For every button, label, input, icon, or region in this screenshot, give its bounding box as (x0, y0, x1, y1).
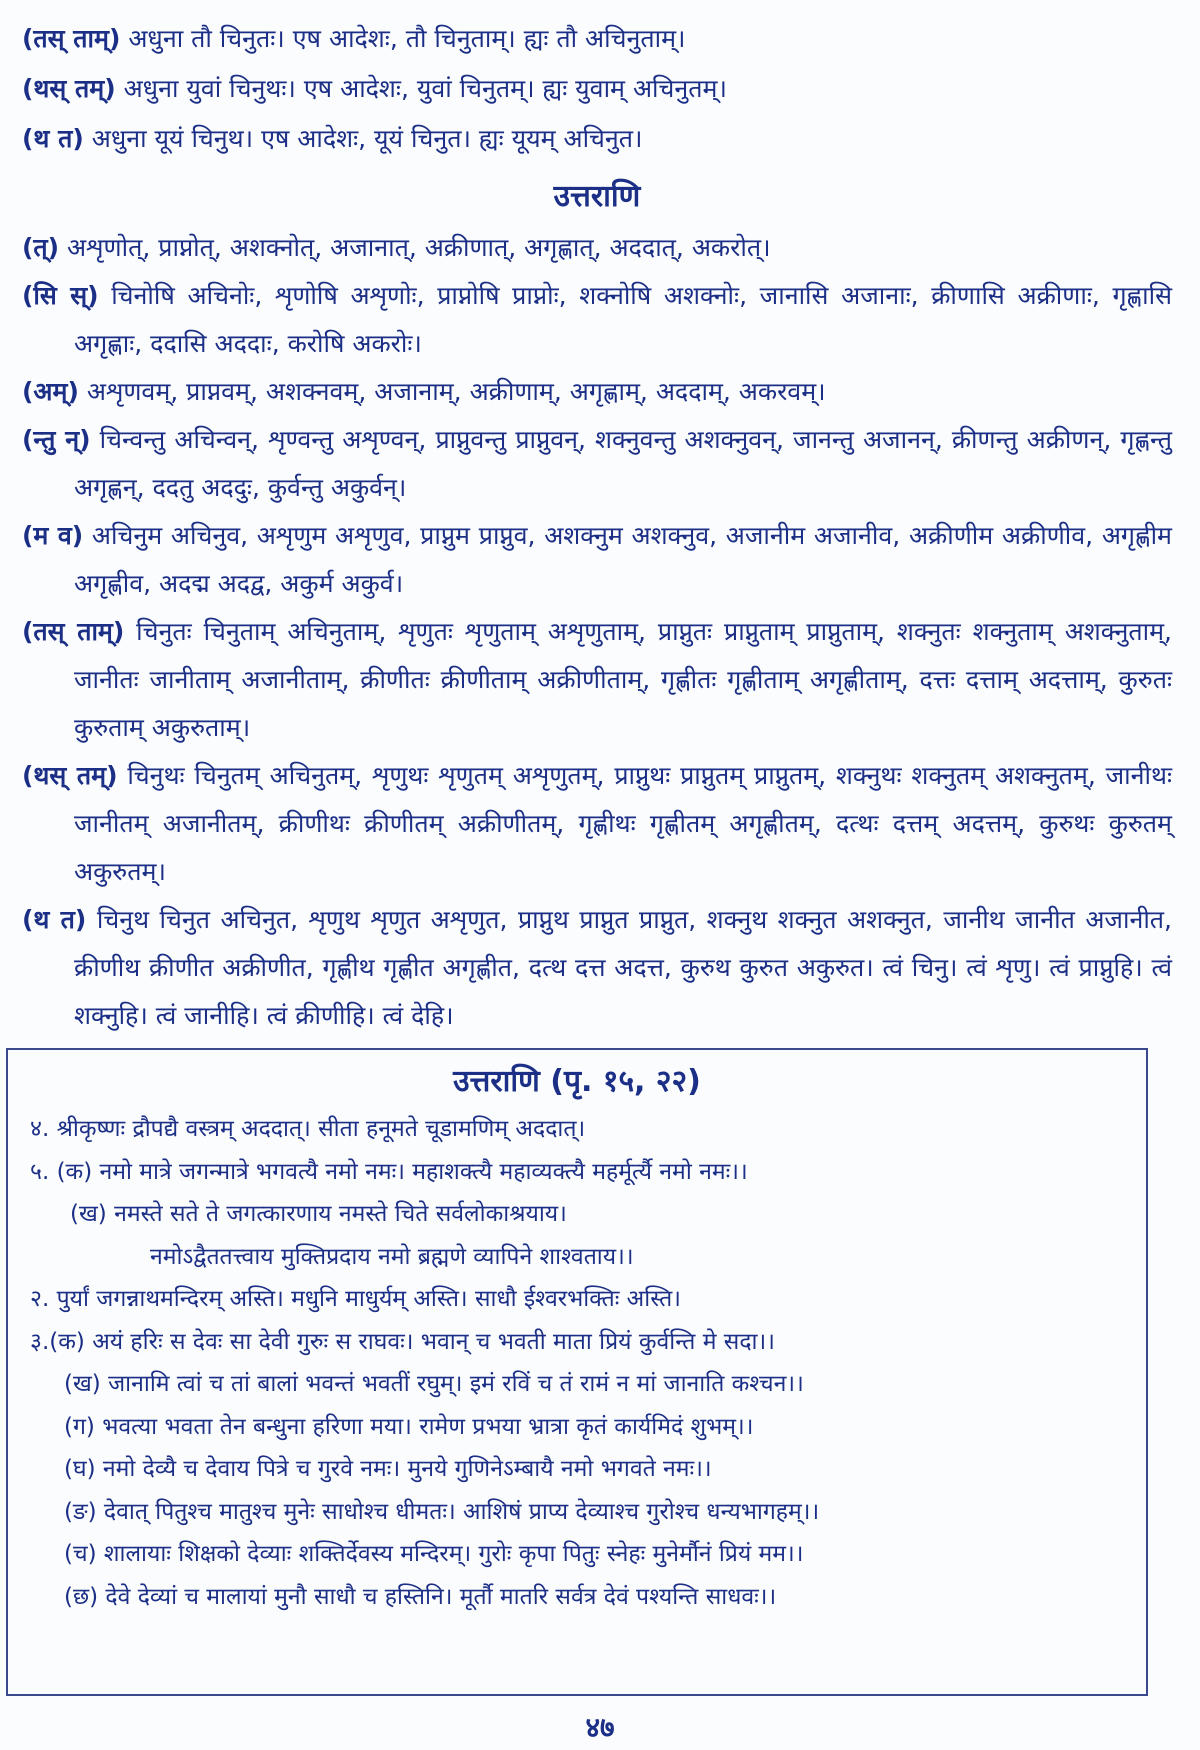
box-line: ३.(क) अयं हरिः स देवः सा देवी गुरुः स राघवः। भवान् च भवती माता प्रियं कुर्वन्ति मे सदा।। (30, 1328, 775, 1355)
intro-text: अधुना यूयं चिनुथ। एष आदेशः, यूयं चिनुत। ह्यः यूयम् अचिनुत। (83, 124, 643, 153)
page-number: ४७ (585, 1711, 615, 1744)
box-line: (छ) देवे देव्यां च मालायां मुनौ साधौ च हस्तिनि। मूर्तौ मातरि सर्वत्र देवं पश्यन्ति साधवः।। (64, 1583, 777, 1610)
box-line: (ङ) देवात् पितुश्च मातुश्च मुनेः साधोश्च धीमतः। आशिषं प्राप्य देव्याश्च गुरोश्च धन्यभागहम्।। (64, 1498, 820, 1525)
answer-text: चिन्वन्तु अचिन्वन्, शृण्वन्तु अशृण्वन्, प्राप्नुवन्तु प्राप्नुवन्, शक्नुवन्तु अशक्नुवन्, जानन्तु अजानन्, क्रीणन्तु अक्रीणन्, गृह्णन्तु अगृह्णन्, ददतु अददुः, कुर्वन्तु अकुर्वन्। (74, 425, 1172, 502)
answer-tag: (सि स्) (22, 281, 99, 310)
answer-item (22, 224, 1172, 272)
answer-tag: (न्तु न्) (22, 425, 91, 454)
box-title: उत्तराणि (पृ. १५, २२) (453, 1064, 701, 1099)
answer-item (22, 272, 1172, 368)
answer-tag: (त्) (22, 233, 60, 262)
intro-line (22, 114, 1172, 164)
answer-text: अचिनुम अचिनुव, अशृणुम अशृणुव, प्राप्नुम प्राप्नुव, अशक्नुम अशक्नुव, अजानीम अजानीव, अक्रीणीम अक्रीणीव, अगृह्णीम अगृह्णीव, अदद्म अदद्व, अकुर्म अकुर्व। (74, 521, 1172, 598)
box-line: (ग) भवत्या भवता तेन बन्धुना हरिणा मया। रामेण प्रभया भ्रात्रा कृतं कार्यमिदं शुभम्।। (64, 1413, 754, 1440)
intro-block (22, 14, 1172, 164)
intro-line (22, 64, 1172, 114)
intro-tag: (थस् तम्) (22, 74, 116, 103)
answer-item (22, 752, 1172, 896)
answer-tag: (तस् ताम्) (22, 617, 125, 646)
intro-line (22, 14, 1172, 64)
box-line: नमोऽद्वैततत्त्वाय मुक्तिप्रदाय नमो ब्रह्मणे व्यापिने शाश्वताय।। (150, 1243, 634, 1270)
answer-text: चिनुथ चिनुत अचिनुत, शृणुथ शृणुत अशृणुत, प्राप्नुथ प्राप्नुत प्राप्नुत, शक्नुथ शक्नुत अशक्नुत, जानीथ जानीत अजानीत, क्रीणीथ क्रीणीत अक्रीणीत, गृह्णीथ गृह्णीत अगृह्णीत, दत्थ दत्त अदत्त, कुरुथ कुरुत अकुरुत। त्वं चिनु। त्वं शृणु। त्वं प्राप्नुहि। त्वं शक्नुहि। त्वं जानीहि। त्वं क्रीणीहि। त्वं देहि। (74, 905, 1173, 1030)
answer-item (22, 512, 1172, 608)
box-line: (च) शालायाः शिक्षको देव्याः शक्तिर्देवस्य मन्दिरम्। गुरोः कृपा पितुः स्नेहः मुनेर्मौनं प्रियं मम।। (64, 1541, 804, 1567)
answers-heading: उत्तराणि (553, 179, 641, 214)
answer-item (22, 416, 1172, 512)
intro-text: अधुना युवां चिनुथः। एष आदेशः, युवां चिनुतम्। ह्यः युवाम् अचिनुतम्। (115, 74, 727, 103)
answer-item (22, 608, 1172, 752)
intro-tag: (तस् ताम्) (22, 24, 121, 53)
intro-text: अधुना तौ चिनुतः। एष आदेशः, तौ चिनुताम्। ह्यः तौ अचिनुताम्। (120, 24, 686, 53)
answer-text: चिनोषि अचिनोः, शृणोषि अशृणोः, प्राप्नोषि प्राप्नोः, शक्नोषि अशक्नोः, जानासि अजानाः, क्रीणासि अक्रीणाः, गृह्णासि अगृह्णाः, ददासि अददाः, करोषि अकरोः। (74, 281, 1172, 358)
answer-text: चिनुतः चिनुताम् अचिनुताम्, शृणुतः शृणुताम् अशृणुताम्, प्राप्नुतः प्राप्नुताम् प्राप्नुताम्, शक्नुतः शक्नुताम् अशक्नुताम्, जानीतः जानीताम् अजानीताम्, क्रीणीतः क्रीणीताम् अक्रीणीताम्, गृह्णीतः गृह्णीताम् अगृह्णीताम्, दत्तः दत्ताम् अदत्ताम्, कुरुतः कुरुताम् अकुरुताम्। (74, 617, 1172, 742)
box-line: (ख) नमस्ते सते ते जगत्कारणाय नमस्ते चिते सर्वलोकाश्रयाय। (70, 1201, 567, 1227)
box-line: (घ) नमो देव्यै च देवाय पित्रे च गुरवे नमः। मुनये गुणिनेऽम्बायै नमो भगवते नमः।। (64, 1456, 712, 1482)
answer-text: अशृणोत्, प्राप्नोत्, अशक्नोत्, अजानात्, अक्रीणात्, अगृह्णात्, अददात्, अकरोत्। (59, 233, 771, 262)
box-line: (ख) जानामि त्वां च तां बालां भवन्तं भवतीं रघुम्। इमं रविं च तं रामं न मां जानाति कश्चन।। (64, 1371, 804, 1397)
answer-tag: (थस् तम्) (22, 761, 118, 790)
answer-tag: (म व) (22, 521, 84, 550)
box-line: ४. श्रीकृष्णः द्रौपद्यै वस्त्रम् अददात्। सीता हनूमते चूडामणिम् अददात्। (30, 1116, 586, 1142)
intro-tag: (थ त) (22, 124, 84, 153)
answer-text: अशृणवम्, प्राप्नवम्, अशक्नवम्, अजानाम्, अक्रीणाम्, अगृह्णाम्, अददाम्, अकरवम्। (78, 377, 826, 406)
answer-tag: (अम्) (22, 377, 79, 406)
answer-tag: (थ त) (22, 905, 87, 934)
page-content (22, 14, 1172, 1040)
box-line: ५. (क) नमो मात्रे जगन्मात्रे भगवत्यै नमो नमः। महाशक्त्यै महाव्यक्त्यै महर्मूर्त्यै नमो नमः।। (30, 1158, 748, 1185)
answers-list (22, 224, 1172, 1040)
answers-box (6, 1048, 1148, 1696)
answer-item (22, 368, 1172, 416)
box-line: २. पुर्यां जगन्नाथमन्दिरम् अस्ति। मधुनि माधुर्यम् अस्ति। साधौ ईश्वरभक्तिः अस्ति। (30, 1286, 681, 1312)
answer-text: चिनुथः चिनुतम् अचिनुतम्, शृणुथः शृणुतम् अशृणुतम्, प्राप्नुथः प्राप्नुतम् प्राप्नुतम्, शक्नुथः शक्नुतम् अशक्नुतम्, जानीथः जानीतम् अजानीतम्, क्रीणीथः क्रीणीतम् अक्रीणीतम्, गृह्णीथः गृह्णीतम् अगृह्णीतम्, दत्थः दत्तम् अदत्तम्, कुरुथः कुरुतम् अकुरुतम्। (74, 761, 1172, 886)
answer-item (22, 896, 1172, 1040)
